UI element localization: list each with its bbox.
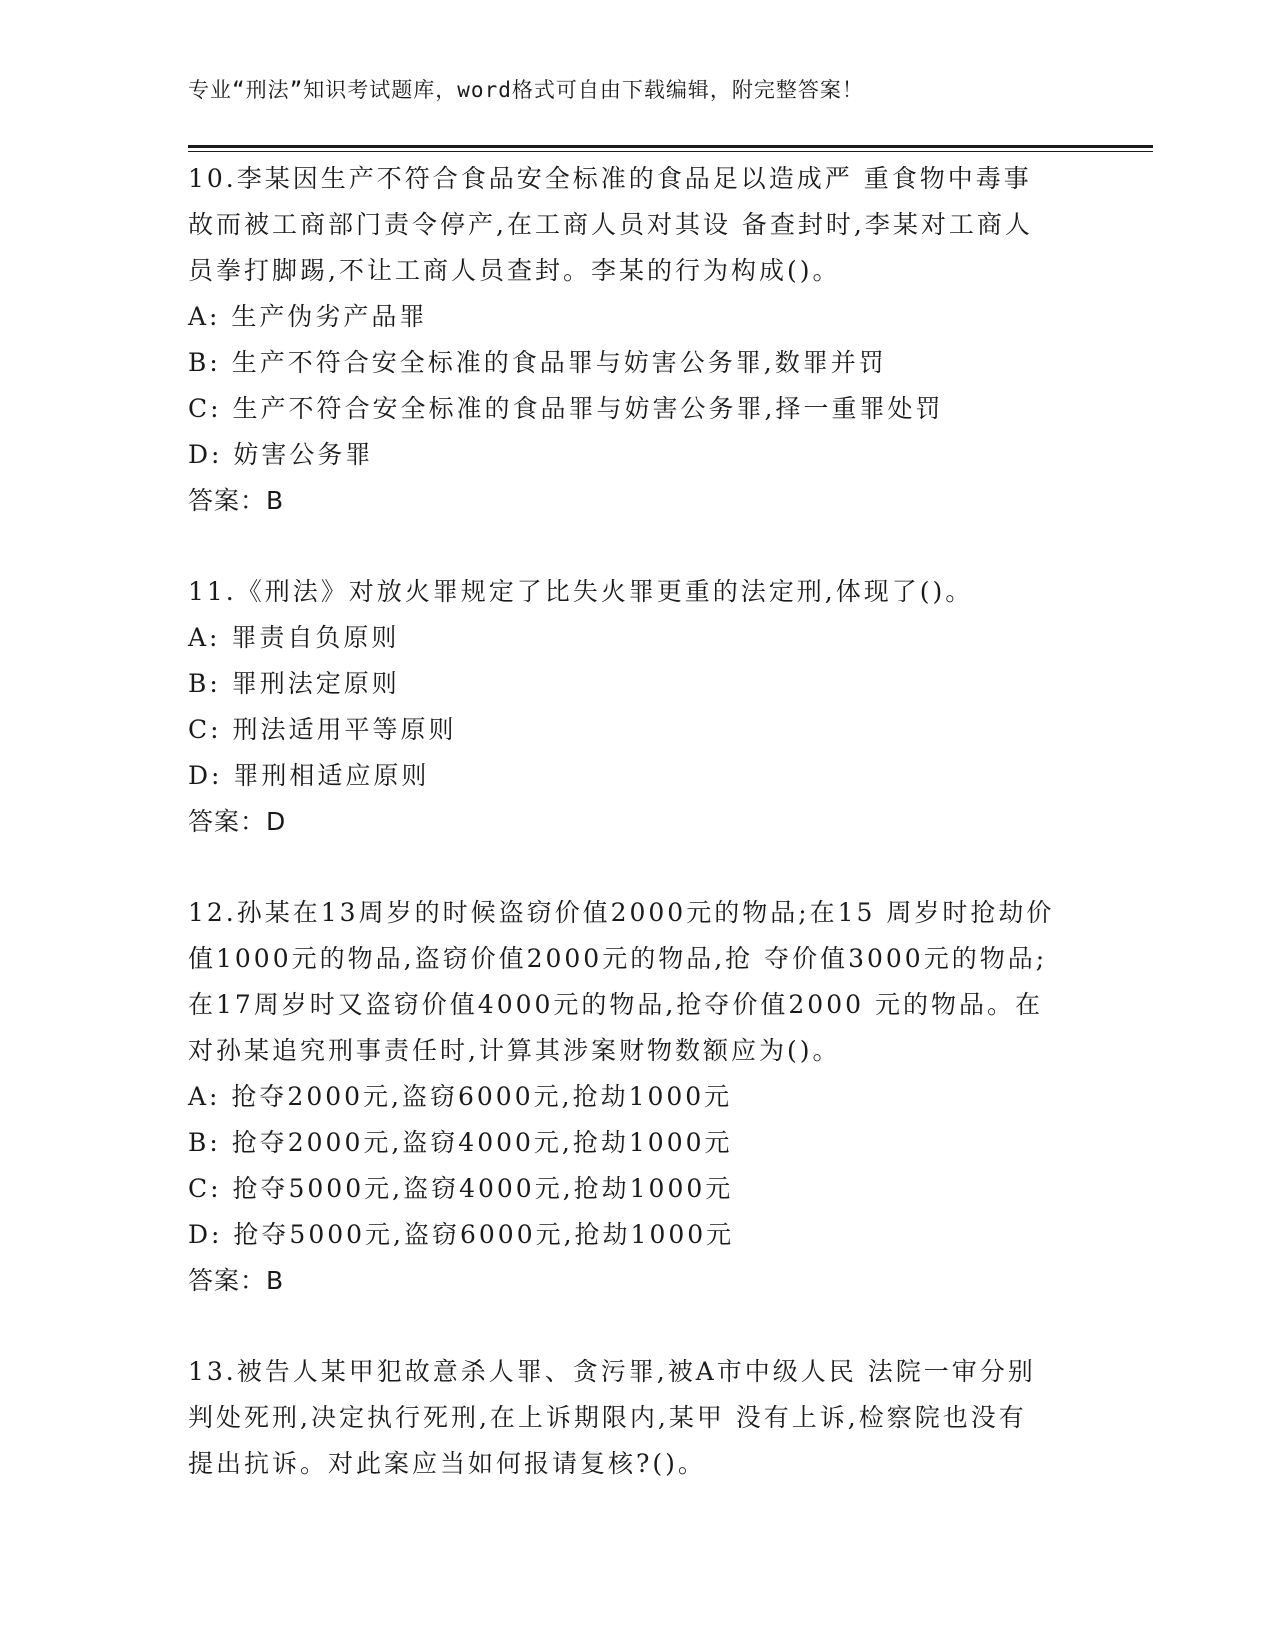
- question-stem-line: 判处死刑,决定执行死刑,在上诉期限内,某甲 没有上诉,检察院也没有: [188, 1403, 1027, 1432]
- option-c: C: 生产不符合安全标准的食品罪与妨害公务罪,择一重罪处罚: [188, 394, 944, 423]
- question-stem-line: 员拳打脚踢,不让工商人员查封。李某的行为构成()。: [188, 256, 841, 285]
- option-b: B: 生产不符合安全标准的食品罪与妨害公务罪,数罪并罚: [188, 348, 887, 377]
- option-c: C: 抢夺5000元,盗窃4000元,抢劫1000元: [188, 1174, 734, 1203]
- option-d: D: 罪刑相适应原则: [188, 761, 430, 790]
- question-stem-line: 12.孙某在13周岁的时候盗窃价值2000元的物品;在15 周岁时抢劫价: [188, 898, 1055, 927]
- question-stem-line: 13.被告人某甲犯故意杀人罪、贪污罪,被A市中级人民 法院一审分别: [188, 1357, 1036, 1386]
- question-list: [188, 156, 1088, 1487]
- question-12: [188, 890, 1088, 1304]
- option-b: B: 抢夺2000元,盗窃4000元,抢劫1000元: [188, 1128, 733, 1157]
- question-stem-line: 故而被工商部门责令停产,在工商人员对其设 备查封时,李某对工商人: [188, 210, 1033, 239]
- option-c: C: 刑法适用平等原则: [188, 715, 457, 744]
- option-a: A: 罪责自负原则: [188, 623, 400, 652]
- header-divider-thick: [188, 145, 1153, 148]
- question-stem-line: 10.李某因生产不符合食品安全标准的食品足以造成严 重食物中毒事: [188, 164, 1032, 193]
- answer-label: 答案：D: [188, 807, 287, 836]
- header-divider-thin: [188, 151, 1153, 152]
- question-stem-line: 提出抗诉。对此案应当如何报请复核?()。: [188, 1449, 706, 1478]
- answer-label: 答案：B: [188, 1266, 285, 1295]
- option-a: A: 抢夺2000元,盗窃6000元,抢劫1000元: [188, 1082, 733, 1111]
- question-stem-line: 值1000元的物品,盗窃价值2000元的物品,抢 夺价值3000元的物品;: [188, 944, 1048, 973]
- question-13: [188, 1349, 1088, 1487]
- option-d: D: 妨害公务罪: [188, 440, 374, 469]
- option-d: D: 抢夺5000元,盗窃6000元,抢劫1000元: [188, 1220, 735, 1249]
- question-11: [188, 569, 1088, 845]
- option-a: A: 生产伪劣产品罪: [188, 302, 428, 331]
- document-header: 专业“刑法”知识考试题库，word格式可自由下载编辑，附完整答案！: [188, 78, 864, 102]
- option-b: B: 罪刑法定原则: [188, 669, 400, 698]
- question-stem-line: 在17周岁时又盗窃价值4000元的物品,抢夺价值2000 元的物品。在: [188, 990, 1043, 1019]
- question-stem-line: 11.《刑法》对放火罪规定了比失火罪更重的法定刑,体现了()。: [188, 577, 974, 606]
- question-stem-line: 对孙某追究刑事责任时,计算其涉案财物数额应为()。: [188, 1036, 841, 1065]
- question-10: [188, 156, 1088, 524]
- answer-label: 答案：B: [188, 486, 285, 515]
